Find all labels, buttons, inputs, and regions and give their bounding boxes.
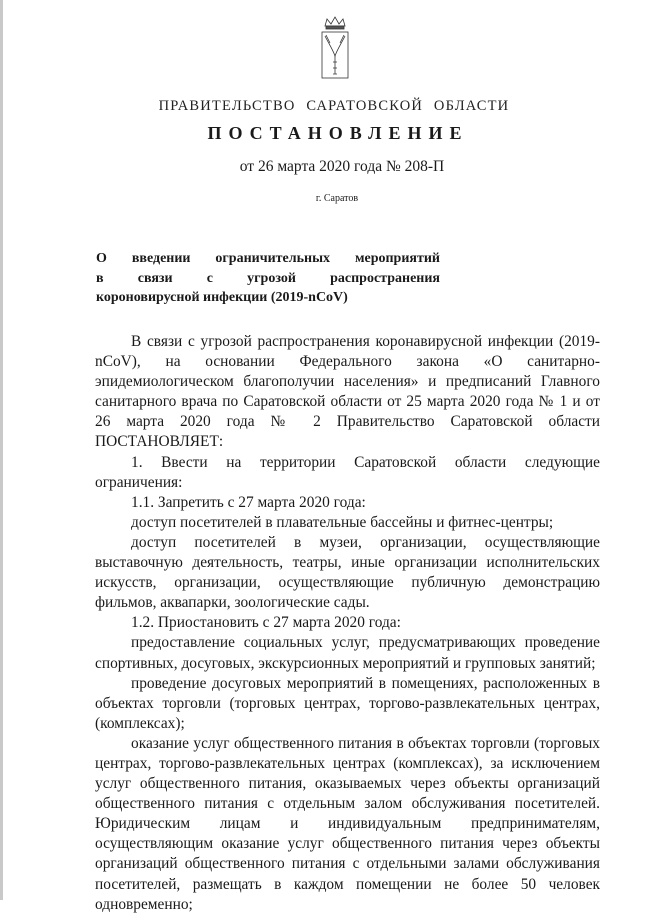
- clause-1-2-b: проведение досуговых мероприятий в помещениях, расположенных в объектах торговли (торговых центрах, торгово-развлекательных центрах, (комплексах);: [95, 674, 600, 732]
- clause-1: 1. Ввести на территории Саратовской области следующие ограничения:: [95, 453, 600, 491]
- document-date-number: от 26 марта 2020 года № 208-П: [239, 158, 445, 175]
- subject-line-3: короновирусной инфекции (2019-nCoV): [96, 290, 348, 305]
- preamble-paragraph: В связи с угрозой распространения коронавирусной инфекции (2019-nCoV), на основании Федерального закона «О санитарно-эпидемиологическом благополучии населения» и предписаний Главного санитарного врача по Саратовской области от 25 марта 2020 года № 1 и от 26 марта 2020 года № 2 Правительство Саратовской области ПОСТАНОВЛЯЕТ:: [95, 333, 600, 451]
- document-type-title: ПОСТАНОВЛЕНИЕ: [207, 123, 469, 143]
- clause-1-2-a: предоставление социальных услуг, предусматривающих проведение спортивных, досуговых, экскурсионных мероприятий и групповых занятий;: [95, 634, 600, 672]
- subject-line-1: О введении ограничительных мероприятий: [96, 251, 440, 266]
- document-subject: [96, 249, 440, 308]
- clause-1-2: 1.2. Приостановить с 27 марта 2020 года:: [131, 614, 401, 632]
- subject-line-2: в связи с угрозой распространения: [96, 270, 440, 286]
- document-city: г. Саратов: [315, 193, 359, 204]
- document-body: [95, 332, 600, 915]
- clause-1-1-b: доступ посетителей в музеи, организации, осуществляющие выставочную деятельность, театры, иные организации исполнительских искусств, организации, осуществляющие публичную демонстрацию фильмов, аквапарки, зоологические сады.: [95, 533, 600, 612]
- saratov-coat-of-arms-icon: [321, 16, 349, 82]
- organization-name: ПРАВИТЕЛЬСТВО САРАТОВСКОЙ ОБЛАСТИ: [158, 98, 510, 114]
- clause-1-1: 1.1. Запретить с 27 марта 2020 года:: [131, 493, 366, 511]
- clause-1-2-c: оказание услуг общественного питания в объектах торговли (торговых центрах, торгово-развлекательных центрах (комплексах), за исключением услуг общественного питания, оказываемых через объекты организаций общественного питания с отдельным залом обслуживания посетителей. Юридическим лицам и индивидуальным предпринимателям, осуществляющим оказание услуг общественного питания через объекты организаций общественного питания с отдельными залами обслуживания посетителей, размещать в каждом помещении не более 50 человек одновременно;: [95, 734, 600, 913]
- clause-1-1-a: доступ посетителей в плавательные бассейны и фитнес-центры;: [131, 513, 554, 531]
